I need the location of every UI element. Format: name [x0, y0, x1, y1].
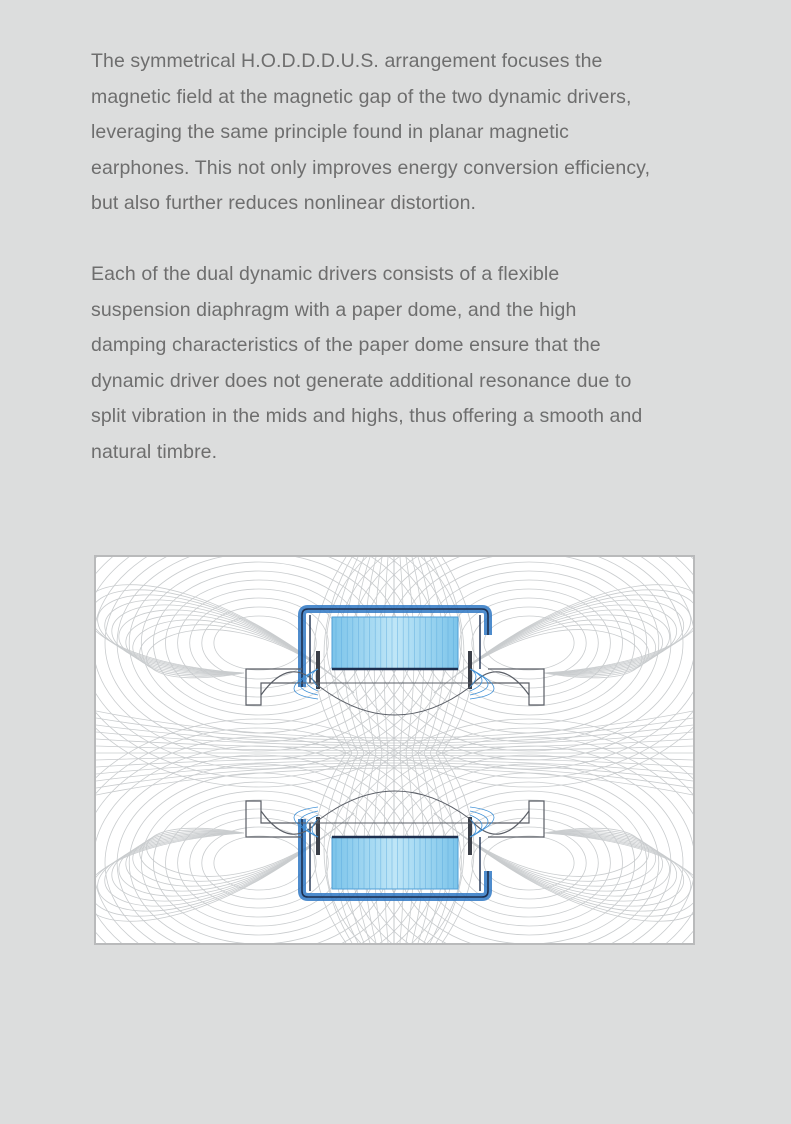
paragraph-line: earphones. This not only improves energy conversion efficiency, — [91, 156, 651, 179]
paragraph-line: but also further reduces nonlinear distortion. — [91, 192, 477, 214]
paragraph-dual-drivers — [91, 257, 731, 470]
paragraph-line: dynamic driver does not generate additional resonance due to — [91, 369, 632, 392]
paragraph-line: leveraging the same principle found in planar magnetic — [91, 121, 570, 143]
magnetic-field-svg — [96, 557, 693, 943]
paragraph-line: natural timbre. — [91, 440, 218, 463]
paper-dome — [320, 791, 470, 819]
magnet — [332, 837, 458, 889]
field-line — [96, 557, 461, 787]
paragraph-line: damping characteristics of the paper dome ensure that the — [91, 334, 601, 356]
paragraph-line: split vibration in the mids and highs, thus offering a smooth and — [91, 405, 643, 427]
paragraph-line: The symmetrical H.O.D.D.D.U.S. arrangement focuses the — [91, 50, 603, 72]
magnetic-field-diagram — [94, 555, 695, 945]
paragraph-line: magnetic field at the magnetic gap of the two dynamic drivers, — [91, 85, 632, 108]
paragraph-line: suspension diaphragm with a paper dome, and the high — [91, 298, 577, 321]
paper-dome — [320, 687, 470, 715]
paragraph-line: Each of the dual dynamic drivers consists of a flexible — [91, 263, 560, 285]
paragraph-symmetrical-arrangement — [91, 44, 731, 222]
magnet — [332, 617, 458, 669]
